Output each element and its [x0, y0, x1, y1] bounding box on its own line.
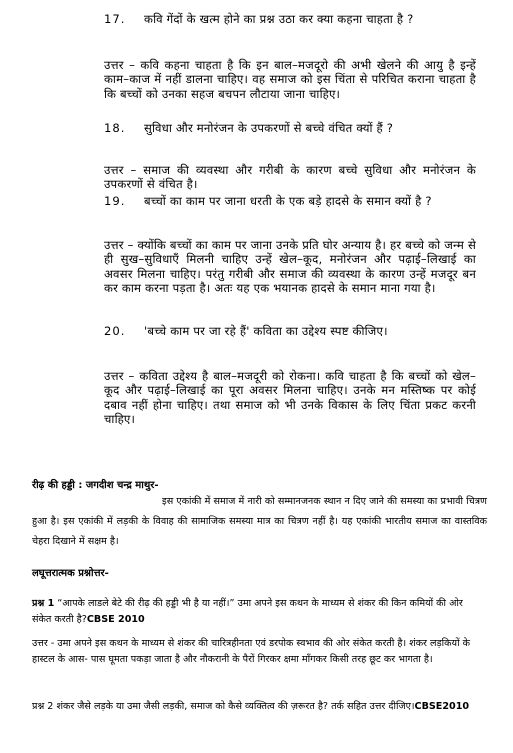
- lesson-intro: इस एकांकी में समाज में नारी को सम्मानजनक स्थान न दिए जाने की समस्या का प्रभावी चित्रण हुआ है। इस एकांकी में लड़की के विवाह की सामाजिक समस्या मात्र का चित्रण नहीं है। यह एकांकी भारतीय समाज का वास्तविक चेहरा दिखाने में सक्षम है।: [32, 496, 487, 547]
- question-19: [104, 194, 476, 208]
- lesson-title: रीढ़ की हड्डी : जगदीश चन्द्र माथुर-: [32, 480, 159, 491]
- answer-20: उत्तर – कविता उद्देश्य है बाल–मजदूरी को रोकना। कवि चाहता है कि बच्चों को खेल–कूद और पढ़ाई–लिखाई का पूरा अवसर मिलना चाहिए। उनके मन मस्तिष्क पर कोई दबाव नहीं होना चाहिए। तथा समाज को भी उनके विकास के लिए चिंता प्रकट करनी चाहिए।: [104, 369, 476, 427]
- question-18: [104, 121, 476, 135]
- answer-17: उत्तर – कवि कहना चाहता है कि इन बाल–मजदूरो की अभी खेलने की आयु है इन्हें काम–काज में नहीं डालना चाहिए। वह समाज को इस चिंता से परिचित कराना चाहता है कि बच्चों को उनका सहज बचपन लौटाया जाना चाहिए।: [104, 58, 476, 101]
- question-text: कवि गेंदों के खत्म होने का प्रश्न उठा कर क्या कहना चाहता है ?: [144, 12, 414, 26]
- question-17: [104, 12, 476, 26]
- short-question-1: [32, 596, 482, 627]
- question-number: 20.: [104, 324, 126, 338]
- answer-19: उत्तर – क्योंकि बच्चों का काम पर जाना उनके प्रति घोर अन्याय है। हर बच्चे को जन्म से ही सुख–सुविधाएँ मिलनी चाहिए उन्हें खेल–कूद, मनोरंजन और पढ़ाई–लिखाई का अवसर मिलना चाहिए। परंतु गरीबी और समाज की व्यवस्था के कारण उन्हें मजदूर बन कर काम करना पड़ता है। अतः यह एक भयानक हादसे के समान माना गया है।: [104, 238, 476, 296]
- short-answer-1: उत्तर - उमा अपने इस कथन के माध्यम से शंकर की चारित्रहीनता एवं डरपोक स्वभाव की ओर संकेत करती है। शंकर लड़कियों के हास्टल के आस- पास घूमता पकड़ा जाता है और नौकरानी के पैरों गिरकर क्षमा माँगकर किसी तरह छूट कर भागता है।: [32, 638, 470, 665]
- exam-tag: CBSE2010: [414, 701, 470, 712]
- question-number: 18.: [104, 121, 126, 135]
- question-label: प्रश्न 1: [32, 598, 55, 609]
- question-text: सुविधा और मनोरंजन के उपकरणों से बच्चे वंचित क्यों हैं ?: [144, 121, 394, 135]
- question-text: बच्चों का काम पर जाना धरती के एक बड़े हादसे के समान क्यों है ?: [144, 194, 432, 208]
- question-text: प्रश्न 2 शंकर जैसे लड़के या उमा जैसी लड़की, समाज को कैसे व्यक्तित्व की ज़रूरत है? तर्क सहित उत्तर दीजिए।: [32, 701, 415, 712]
- question-text: 'बच्चे काम पर जा रहे हैं' कविता का उद्देश्य स्पष्ट कीजिए।: [144, 324, 388, 338]
- short-question-2: [32, 699, 482, 715]
- question-20: [104, 324, 476, 338]
- question-number: 17.: [104, 12, 126, 26]
- question-number: 19.: [104, 194, 126, 208]
- answer-18: उत्तर – समाज की व्यवस्था और गरीबी के कारण बच्चे सुविधा और मनोरंजन के उपकरणों से वंचित है।: [104, 163, 476, 192]
- exam-tag: CBSE 2010: [86, 613, 145, 625]
- section-title: लघूत्तरात्मक प्रश्नोत्तर-: [32, 568, 109, 579]
- question-text: “आपके लाडले बेटे की रीढ़ की हड्डी भी है या नहीं।” उमा अपने इस कथन के माध्यम से शंकर की किन कमियों की ओर संकेत करती है?: [32, 598, 463, 625]
